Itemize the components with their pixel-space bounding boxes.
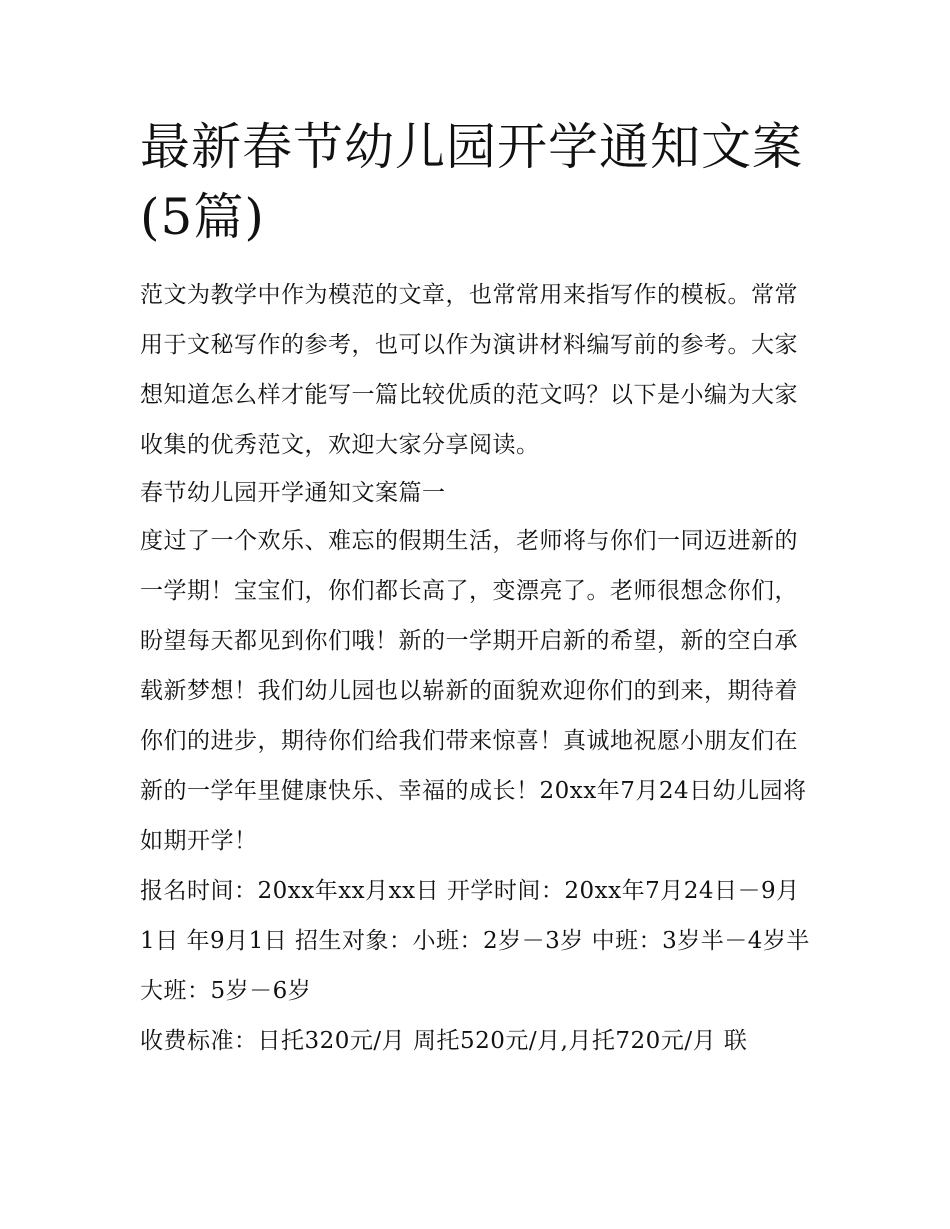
body-paragraph-fees: 收费标准：日托320元/月 周托520元/月,月托720元/月 联 [140, 1028, 748, 1054]
intro-paragraph: 范文为教学中作为模范的文章，也常常用来指写作的模板。常常用于文秘写作的参考，也可以作为演讲材料编写前的参考。大家想知道怎么样才能写一篇比较优质的范文吗？以下是小编为大家收集的优秀范文，欢迎大家分享阅读。 [140, 282, 798, 458]
document-title: 最新春节幼儿园开学通知文案(5篇) [140, 118, 803, 246]
body-paragraph-greeting: 度过了一个欢乐、难忘的假期生活，老师将与你们一同迈进新的一学期！宝宝们，你们都长高了，变漂亮了。老师很想念你们，盼望每天都见到你们哦！新的一学期开启新的希望，新的空白承载新梦想！我们幼儿园也以崭新的面貌欢迎你们的到来，期待着你们的进步，期待你们给我们带来惊喜！真诚地祝愿小朋友们在新的一学年里健康快乐、幸福的成长！20xx年7月24日幼儿园将如期开学！ [140, 528, 807, 854]
body-paragraph-enrollment: 报名时间：20xx年xx月xx日 开学时间：20xx年7月24日－9月1日 年9月1日 招生对象：小班：2岁－3岁 中班：3岁半－4岁半 大班：5岁－6岁 [140, 878, 810, 1004]
document-page [140, 112, 812, 1066]
section-heading: 春节幼儿园开学通知文案篇一 [140, 480, 446, 506]
